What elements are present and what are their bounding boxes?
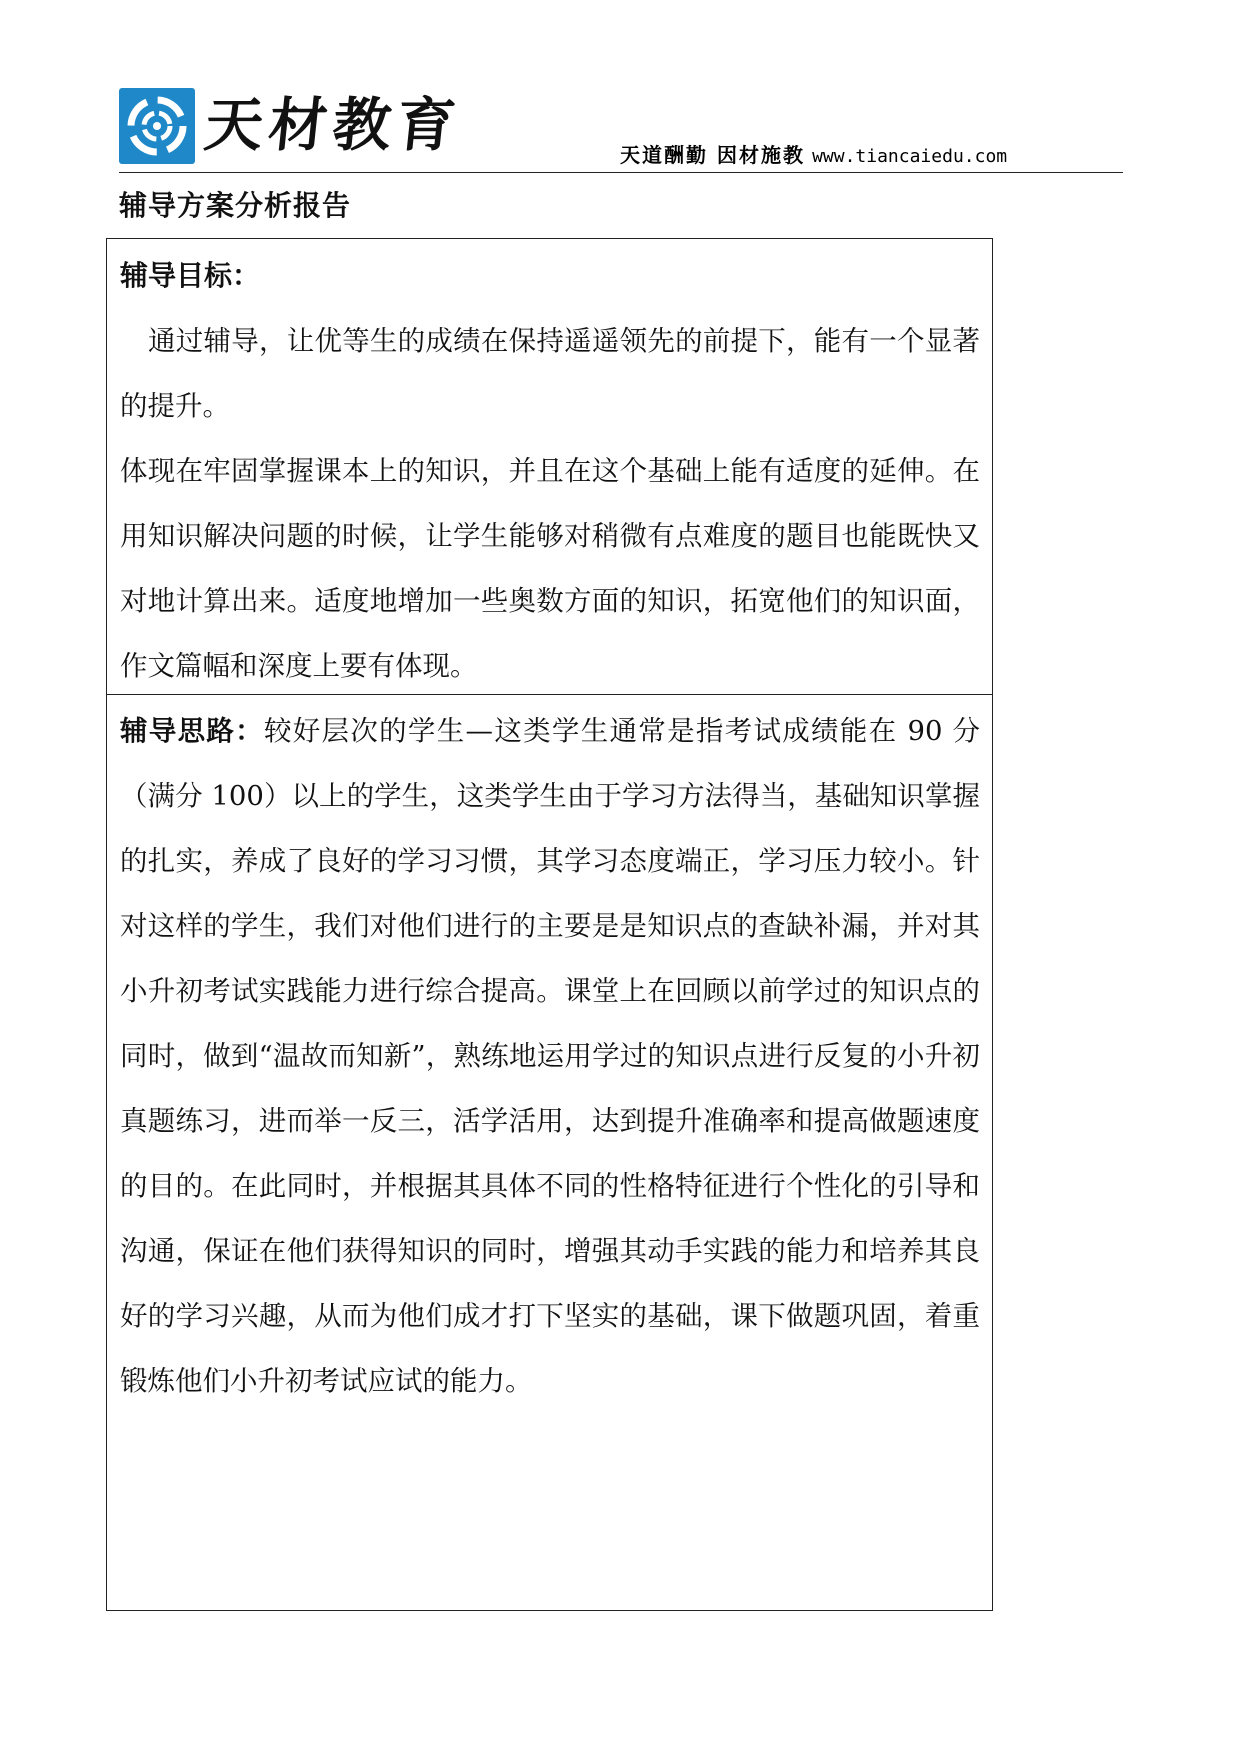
approach-text: 较好层次的学生—这类学生通常是指考试成绩能在 90 分（满分 100）以上的学生，这类学生由于学习方法得当，基础知识掌握的扎实，养成了良好的学习习惯，其学习态度端正，学习压力较小。针对这样的学生，我们对他们进行的主要是是知识点的查缺补漏，并对其小升初考试实践能力进行综合提高。课堂上在回顾以前学过的知识点的同时，做到“温故而知新”，熟练地运用学过的知识点进行反复的小升初真题练习，进而举一反三，活学活用，达到提升准确率和提高做题速度的目的。在此同时，并根据其具体不同的性格特征进行个性化的引导和沟通，保证在他们获得知识的同时，增强其动手实践的能力和培养其良好的学习兴趣，从而为他们成才打下坚实的基础，课下做题巩固，着重锻炼他们小升初考试应试的能力。 <box>120 715 980 1397</box>
page-header <box>0 0 1241 180</box>
tiancai-swirl-logo-icon <box>119 88 195 164</box>
goal-label: 辅导目标： <box>120 259 261 292</box>
slogan-text: 天道酬勤 因材施教 <box>620 143 805 167</box>
goal-paragraph-2: 体现在牢固掌握课本上的知识，并且在这个基础上能有适度的延伸。在用知识解决问题的时候，让学生能够对稍微有点难度的题目也能既快又对地计算出来。适度地增加一些奥数方面的知识，拓宽他们的知识面，作文篇幅和深度上要有体现。 <box>120 455 980 682</box>
brand-logo <box>119 88 529 168</box>
website-link[interactable]: www.tiancaiedu.com <box>812 146 1008 167</box>
header-tagline <box>620 142 1007 170</box>
report-table <box>106 238 993 1611</box>
goal-cell <box>107 239 992 695</box>
approach-cell <box>107 695 992 1609</box>
approach-label: 辅导思路： <box>120 715 264 747</box>
goal-paragraph-1: 通过辅导，让优等生的成绩在保持遥遥领先的前提下，能有一个显著的提升。 <box>120 325 980 422</box>
brand-name: 天材教育 <box>201 91 465 159</box>
report-title: 辅导方案分析报告 <box>119 189 352 222</box>
header-divider <box>119 172 1123 173</box>
approach-paragraph <box>120 699 980 1414</box>
